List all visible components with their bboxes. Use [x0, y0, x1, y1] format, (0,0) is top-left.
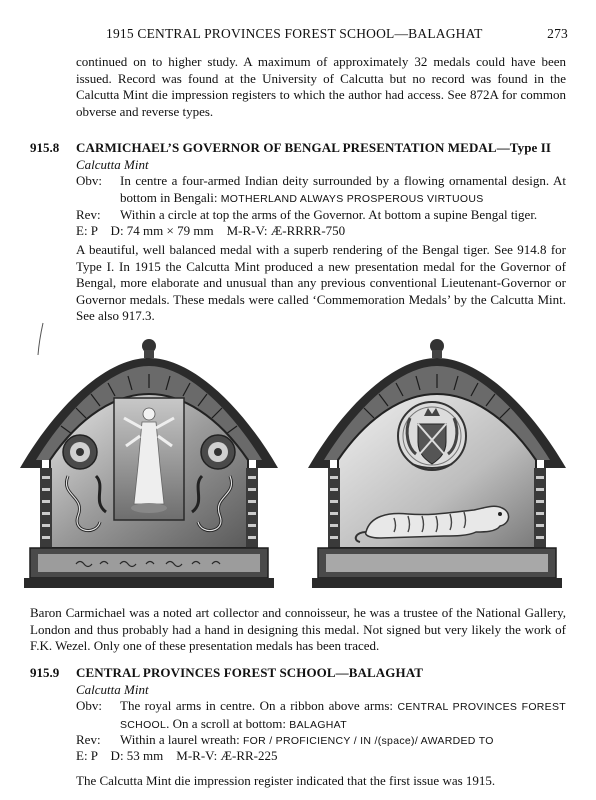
medal-details: E: P D: 53 mm M-R-V: Æ-RR-225	[76, 748, 278, 763]
obverse-legend: MOTHERLAND ALWAYS PROSPEROUS VIRTUOUS	[220, 192, 484, 205]
page-number: 273	[547, 26, 568, 41]
entry-number: 915.9	[30, 665, 60, 680]
medal-obverse-image	[16, 336, 292, 598]
register-note: The Calcutta Mint die impression register indicated that the first issue was 1915.	[76, 773, 496, 788]
entry-title: CENTRAL PROVINCES FOREST SCHOOL—BALAGHAT	[76, 665, 424, 680]
reverse-text: Within a circle at top the arms of the Governor. At bottom a supine Bengal tiger.	[120, 207, 538, 222]
medal-images	[0, 336, 596, 598]
obverse-scroll-legend: BALAGHAT	[289, 718, 347, 731]
running-title: 1915 CENTRAL PROVINCES FOREST SCHOOL—BALAGHAT	[106, 26, 483, 41]
obverse-row	[76, 698, 566, 732]
entry-number: 915.8	[30, 140, 60, 155]
reverse-label: Rev:	[76, 732, 101, 747]
reverse-text	[120, 732, 566, 750]
entry-title: CARMICHAEL’S GOVERNOR OF BENGAL PRESENTATION MEDAL—Type II	[76, 140, 552, 155]
reverse-label: Rev:	[76, 207, 101, 222]
obverse-description-cont: . On a scroll at bottom:	[166, 715, 287, 731]
obverse-text	[120, 173, 566, 207]
history-paragraph: Baron Carmichael was a noted art collector and connoisseur, he was a trustee of the National Gallery, London and thus probably had a hand in designing this medal. Not signed but very likely the work of F.K. Wezel. Only one of these presentation medals has been traced.	[30, 605, 566, 654]
obverse-text	[120, 698, 566, 733]
obverse-label: Obv:	[76, 698, 102, 713]
entry-description: A beautiful, well balanced medal with a superb rendering of the Bengal tiger. See 914.8 for Type I. In 1915 the Calcutta Mint produced a new presentation medal for the Governor of Bengal, more elaborate and unusual than any previous conventional Lieutenant-Governor or Governor medals. These medals were called ‘Commemoration Medals’ by the Calcutta Mint. See also 917.3.	[76, 242, 566, 324]
obverse-description: In centre a four-armed Indian deity surrounded by a flowing ornamental design. At bottom in Bengali:	[120, 173, 566, 205]
reverse-description: Within a laurel wreath:	[120, 732, 240, 747]
obverse-row	[76, 173, 566, 207]
mint-name: Calcutta Mint	[76, 157, 149, 172]
obverse-description: The royal arms in centre. On a ribbon above arms:	[120, 698, 394, 713]
obverse-label: Obv:	[76, 173, 102, 188]
intro-paragraph: continued on to higher study. A maximum of approximately 32 medals could have been issued. Record was found at the University of Calcutta but no record was found in the Calcutta Mint die impression registers to which the author had access. See 872A for common obverse and reverse types.	[76, 54, 566, 119]
medal-reverse-image	[304, 336, 580, 598]
medal-details: E: P D: 74 mm × 79 mm M-R-V: Æ-RRRR-750	[76, 223, 346, 238]
mint-name: Calcutta Mint	[76, 682, 149, 697]
obverse-ribbon-legend: CENTRAL PROVINCES FOREST SCHOOL	[120, 701, 566, 731]
reverse-legend: FOR / PROFICIENCY / IN /(space)/ AWARDED TO	[242, 735, 494, 747]
